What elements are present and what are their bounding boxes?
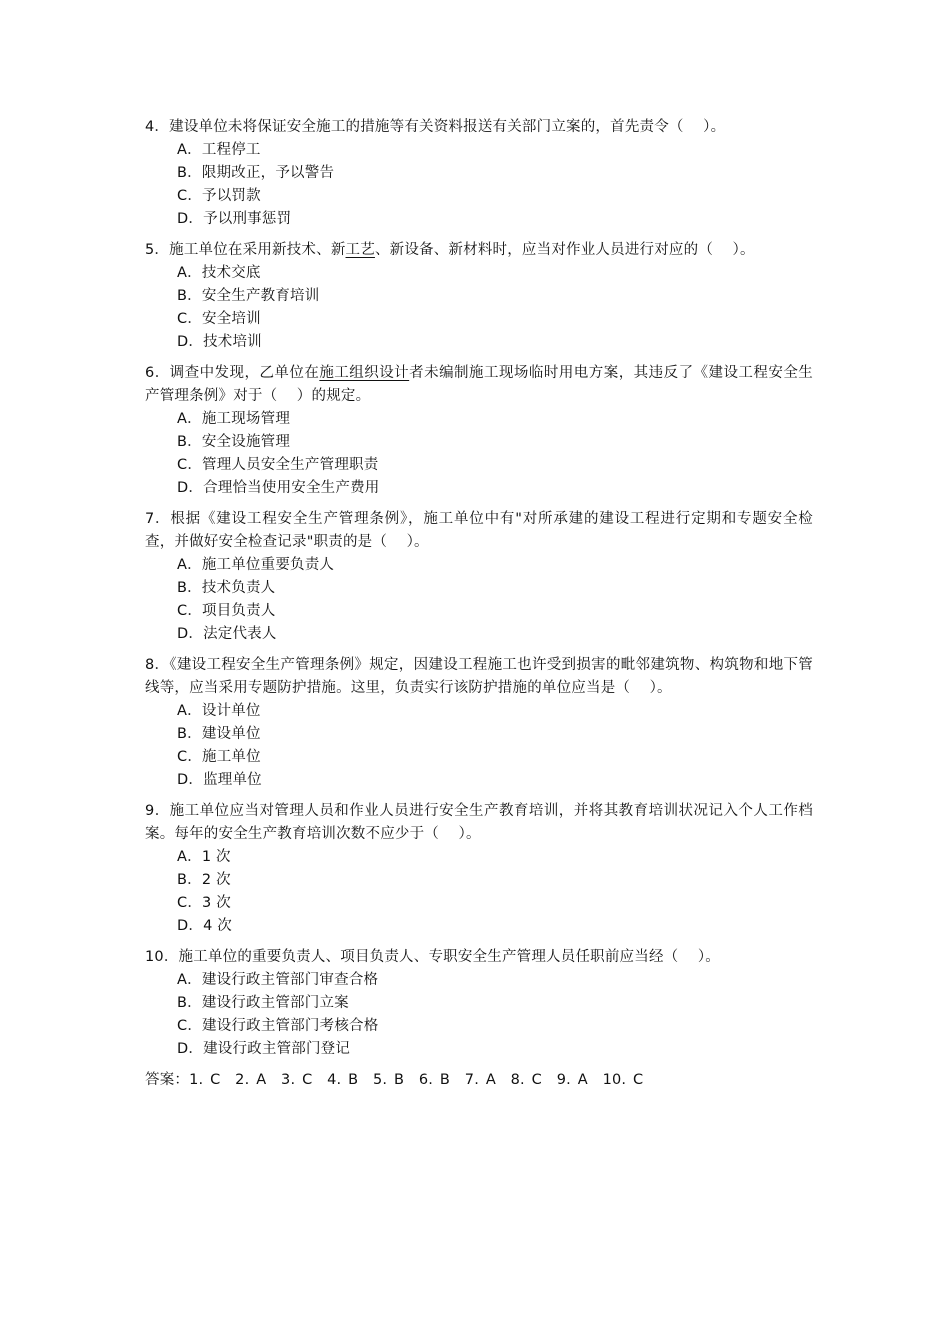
answer-key: 答案：1. C 2. A 3. C 4. B 5. B 6. B 7. A 8. C 9. A 10. C: [145, 1072, 644, 1088]
option-a: A．1 次: [177, 849, 231, 865]
option-b: B．2 次: [177, 872, 231, 888]
option-c: C．建设行政主管部门考核合格: [177, 1018, 379, 1034]
option-d: D．建设行政主管部门登记: [177, 1041, 351, 1057]
question-stem: [145, 362, 813, 408]
question-5: [145, 239, 813, 354]
stem-text: 5．施工单位在采用新技术、新: [145, 242, 346, 258]
option-list: [145, 139, 813, 231]
stem-text: 9．施工单位应当对管理人员和作业人员进行安全生产教育培训，并将其教育培训状况记入个人工作档案。每年的安全生产教育培训次数不应少于（ ）。: [145, 803, 813, 842]
option-d: D．予以刑事惩罚: [177, 211, 292, 227]
option-list: [145, 408, 813, 500]
question-stem: [145, 654, 813, 700]
option-list: [145, 700, 813, 792]
question-stem: [145, 508, 813, 554]
option-b: B．安全生产教育培训: [177, 288, 320, 304]
option-b: B．建设行政主管部门立案: [177, 995, 349, 1011]
question-stem: [145, 800, 813, 846]
stem-text: 、新设备、新材料时，应当对作业人员进行对应的（ ）。: [374, 242, 755, 258]
option-b: B．技术负责人: [177, 580, 276, 596]
option-a: A．工程停工: [177, 142, 261, 158]
option-a: A．施工单位重要负责人: [177, 557, 335, 573]
option-d: D．技术培训: [177, 334, 262, 350]
question-8: [145, 654, 813, 792]
option-b: B．安全设施管理: [177, 434, 291, 450]
option-c: C．予以罚款: [177, 188, 261, 204]
option-c: C．管理人员安全生产管理职责: [177, 457, 379, 473]
underlined-term: 工艺: [345, 242, 375, 258]
stem-text: 8．《建设工程安全生产管理条例》规定，因建设工程施工也许受到损害的毗邻建筑物、构筑物和地下管线等，应当采用专题防护措施。这里，负责实行该防护措施的单位应当是（ ）。: [145, 657, 813, 696]
question-4: [145, 116, 813, 231]
option-a: A．技术交底: [177, 265, 261, 281]
option-b: B．限期改正，予以警告: [177, 165, 335, 181]
question-stem: [145, 239, 813, 262]
option-d: D．合理恰当使用安全生产费用: [177, 480, 380, 496]
question-9: [145, 800, 813, 938]
underlined-term: 施工组织设计: [319, 365, 410, 381]
stem-text: 6．调查中发现，乙单位在: [145, 365, 320, 381]
stem-text: 7．根据《建设工程安全生产管理条例》，施工单位中有"对所承建的建设工程进行定期和专题安全检查，并做好安全检查记录"职责的是（ ）。: [145, 511, 813, 550]
question-10: [145, 946, 813, 1061]
option-b: B．建设单位: [177, 726, 261, 742]
option-list: [145, 969, 813, 1061]
document-page: [145, 116, 813, 1092]
option-d: D．4 次: [177, 918, 232, 934]
option-c: C．项目负责人: [177, 603, 276, 619]
option-d: D．法定代表人: [177, 626, 277, 642]
option-list: [145, 262, 813, 354]
question-stem: [145, 116, 813, 139]
option-list: [145, 846, 813, 938]
option-list: [145, 554, 813, 646]
option-c: C．安全培训: [177, 311, 261, 327]
option-a: A．设计单位: [177, 703, 261, 719]
question-7: [145, 508, 813, 646]
option-c: C．施工单位: [177, 749, 261, 765]
option-d: D．监理单位: [177, 772, 262, 788]
question-stem: [145, 946, 813, 969]
option-a: A．建设行政主管部门审查合格: [177, 972, 379, 988]
stem-text: 4．建设单位未将保证安全施工的措施等有关资料报送有关部门立案的，首先责令（ ）。: [145, 119, 726, 135]
stem-text: 者未编制施工现场临时用电方案，其违反了《建设工程安全生产管理条例》对于（ ）的规定。: [145, 365, 814, 404]
stem-text: 10．施工单位的重要负责人、项目负责人、专职安全生产管理人员任职前应当经（ ）。: [145, 949, 721, 965]
option-a: A．施工现场管理: [177, 411, 291, 427]
question-6: [145, 362, 813, 500]
option-c: C．3 次: [177, 895, 231, 911]
